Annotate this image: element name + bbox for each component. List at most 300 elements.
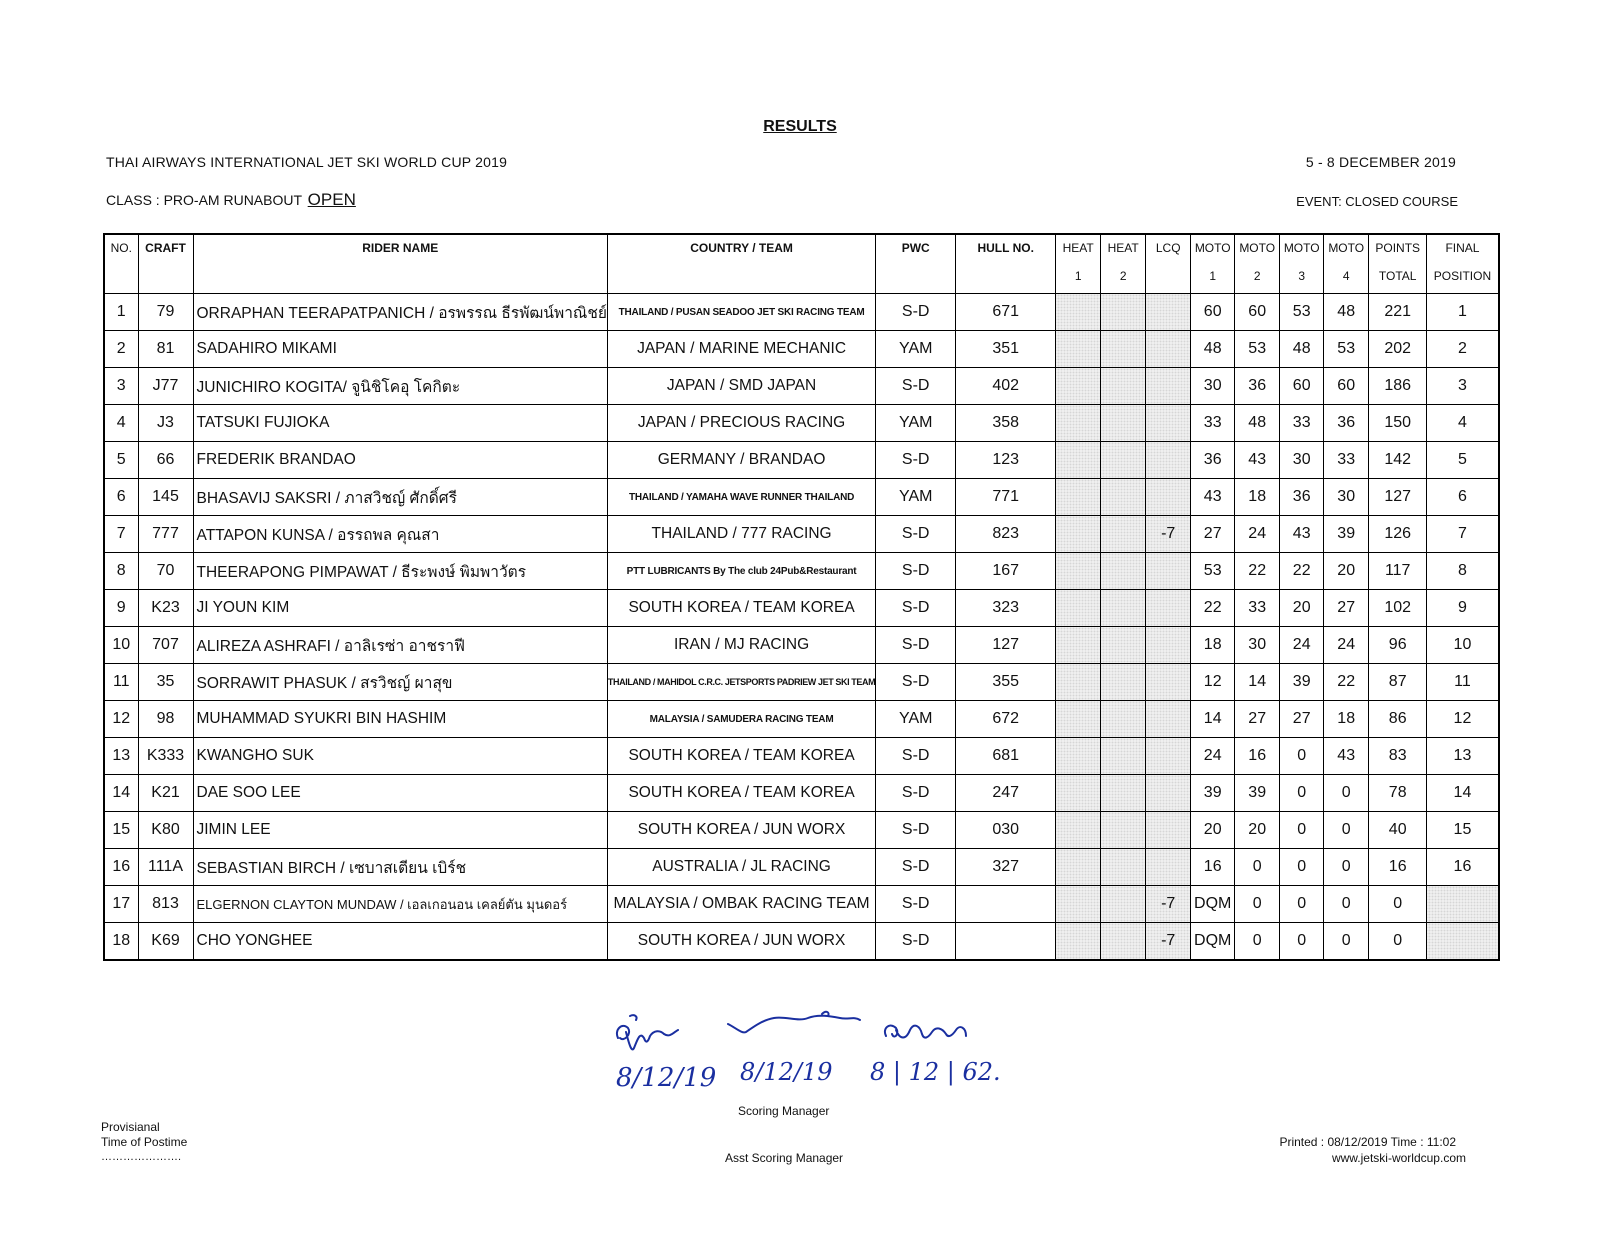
cell-craft: 813 — [138, 886, 193, 923]
cell-moto-1: 16 — [1191, 849, 1235, 886]
cell-craft: 70 — [138, 553, 193, 590]
cell-final-position — [1427, 886, 1499, 923]
cell-country-team: AUSTRALIA / JL RACING — [607, 849, 875, 886]
cell-heat-2 — [1101, 331, 1146, 368]
cell-moto-2: 30 — [1235, 627, 1280, 664]
cell-points-total: 86 — [1369, 701, 1427, 738]
cell-lcq — [1146, 479, 1191, 516]
cell-no: 3 — [104, 368, 138, 405]
cell-hull-no: 247 — [956, 775, 1056, 812]
cell-heat-2 — [1101, 886, 1146, 923]
cell-moto-3: 36 — [1280, 479, 1324, 516]
col-rider-header: RIDER NAME — [193, 234, 607, 294]
cell-moto-3: 22 — [1280, 553, 1324, 590]
cell-moto-4: 0 — [1324, 775, 1369, 812]
cell-pwc: S-D — [876, 812, 956, 849]
table-row — [104, 664, 1499, 701]
cell-no: 9 — [104, 590, 138, 627]
cell-moto-4: 24 — [1324, 627, 1369, 664]
cell-final-position: 11 — [1427, 664, 1499, 701]
cell-points-total: 16 — [1369, 849, 1427, 886]
table-row — [104, 812, 1499, 849]
cell-moto-2: 39 — [1235, 775, 1280, 812]
cell-country-team: SOUTH KOREA / JUN WORX — [607, 923, 875, 961]
cell-moto-2: 60 — [1235, 294, 1280, 331]
cell-points-total: 117 — [1369, 553, 1427, 590]
cell-final-position: 12 — [1427, 701, 1499, 738]
cell-lcq — [1146, 368, 1191, 405]
table-row — [104, 331, 1499, 368]
cell-no: 4 — [104, 405, 138, 442]
cell-heat-1 — [1056, 812, 1101, 849]
cell-moto-4: 43 — [1324, 738, 1369, 775]
cell-pwc: S-D — [876, 294, 956, 331]
cell-heat-1 — [1056, 701, 1101, 738]
cell-heat-2 — [1101, 627, 1146, 664]
cell-moto-1: 27 — [1191, 516, 1235, 553]
cell-hull-no: 358 — [956, 405, 1056, 442]
cell-moto-1: 12 — [1191, 664, 1235, 701]
cell-final-position: 7 — [1427, 516, 1499, 553]
cell-craft: 145 — [138, 479, 193, 516]
cell-final-position: 5 — [1427, 442, 1499, 479]
cell-craft: 79 — [138, 294, 193, 331]
cell-no: 18 — [104, 923, 138, 961]
cell-pwc: S-D — [876, 664, 956, 701]
cell-rider-name: KWANGHO SUK — [193, 738, 607, 775]
time-of-postime-label: Time of Postime — [101, 1135, 188, 1149]
cell-heat-1 — [1056, 442, 1101, 479]
cell-heat-1 — [1056, 331, 1101, 368]
cell-lcq — [1146, 553, 1191, 590]
cell-country-team: SOUTH KOREA / JUN WORX — [607, 812, 875, 849]
cell-hull-no: 123 — [956, 442, 1056, 479]
cell-country-team: SOUTH KOREA / TEAM KOREA — [607, 775, 875, 812]
cell-heat-2 — [1101, 479, 1146, 516]
cell-moto-2: 16 — [1235, 738, 1280, 775]
table-row — [104, 405, 1499, 442]
cell-final-position: 16 — [1427, 849, 1499, 886]
cell-country-team: SOUTH KOREA / TEAM KOREA — [607, 590, 875, 627]
cell-craft: K21 — [138, 775, 193, 812]
cell-heat-1 — [1056, 405, 1101, 442]
cell-heat-2 — [1101, 368, 1146, 405]
event-name: THAI AIRWAYS INTERNATIONAL JET SKI WORLD CUP 2019 — [106, 154, 508, 170]
cell-final-position — [1427, 923, 1499, 961]
cell-rider-name: CHO YONGHEE — [193, 923, 607, 961]
cell-lcq — [1146, 442, 1191, 479]
cell-rider-name: JIMIN LEE — [193, 812, 607, 849]
cell-final-position: 2 — [1427, 331, 1499, 368]
cell-lcq — [1146, 590, 1191, 627]
cell-moto-3: 27 — [1280, 701, 1324, 738]
cell-moto-1: DQM — [1191, 923, 1235, 961]
table-row — [104, 590, 1499, 627]
cell-moto-4: 33 — [1324, 442, 1369, 479]
cell-heat-1 — [1056, 738, 1101, 775]
cell-moto-2: 27 — [1235, 701, 1280, 738]
cell-rider-name: ALIREZA ASHRAFI / อาลิเรซ่า อาชราฟี — [193, 627, 607, 664]
cell-hull-no: 167 — [956, 553, 1056, 590]
cell-final-position: 1 — [1427, 294, 1499, 331]
cell-no: 13 — [104, 738, 138, 775]
cell-country-team: THAILAND / 777 RACING — [607, 516, 875, 553]
cell-craft: 707 — [138, 627, 193, 664]
cell-heat-2 — [1101, 442, 1146, 479]
cell-pwc: S-D — [876, 553, 956, 590]
cell-heat-1 — [1056, 923, 1101, 961]
cell-heat-1 — [1056, 849, 1101, 886]
cell-points-total: 40 — [1369, 812, 1427, 849]
cell-points-total: 96 — [1369, 627, 1427, 664]
cell-moto-3: 48 — [1280, 331, 1324, 368]
cell-moto-2: 18 — [1235, 479, 1280, 516]
col-pwc-header: PWC — [876, 234, 956, 294]
table-row — [104, 775, 1499, 812]
cell-heat-1 — [1056, 886, 1101, 923]
cell-lcq — [1146, 331, 1191, 368]
cell-lcq — [1146, 627, 1191, 664]
cell-rider-name: MUHAMMAD SYUKRI BIN HASHIM — [193, 701, 607, 738]
cell-points-total: 127 — [1369, 479, 1427, 516]
cell-no: 6 — [104, 479, 138, 516]
cell-moto-1: 14 — [1191, 701, 1235, 738]
col-moto3-header: MOTO 3 — [1280, 234, 1324, 294]
cell-heat-2 — [1101, 553, 1146, 590]
provisional-label: Provisianal — [101, 1120, 160, 1134]
cell-no: 11 — [104, 664, 138, 701]
col-team-header: COUNTRY / TEAM — [607, 234, 875, 294]
cell-points-total: 78 — [1369, 775, 1427, 812]
cell-country-team: MALAYSIA / SAMUDERA RACING TEAM — [607, 701, 875, 738]
table-row — [104, 294, 1499, 331]
cell-moto-3: 0 — [1280, 738, 1324, 775]
cell-points-total: 186 — [1369, 368, 1427, 405]
cell-moto-1: 48 — [1191, 331, 1235, 368]
cell-hull-no: 672 — [956, 701, 1056, 738]
asst-scoring-manager-label: Asst Scoring Manager — [725, 1151, 844, 1165]
cell-lcq — [1146, 812, 1191, 849]
cell-lcq — [1146, 701, 1191, 738]
cell-lcq — [1146, 738, 1191, 775]
cell-hull-no — [956, 923, 1056, 961]
cell-country-team: PTT LUBRICANTS By The club 24Pub&Restaurant — [607, 553, 875, 590]
cell-rider-name: JUNICHIRO KOGITA/ จูนิชิโคอุ โคกิตะ — [193, 368, 607, 405]
cell-craft: K23 — [138, 590, 193, 627]
cell-craft: J77 — [138, 368, 193, 405]
cell-hull-no: 771 — [956, 479, 1056, 516]
cell-points-total: 221 — [1369, 294, 1427, 331]
signature-1-date: 8/12/19 — [616, 1063, 717, 1093]
cell-hull-no: 351 — [956, 331, 1056, 368]
cell-moto-4: 30 — [1324, 479, 1369, 516]
cell-moto-3: 30 — [1280, 442, 1324, 479]
cell-rider-name: FREDERIK BRANDAO — [193, 442, 607, 479]
cell-hull-no: 402 — [956, 368, 1056, 405]
results-table — [103, 233, 1500, 961]
signature-1 — [604, 1008, 717, 1093]
cell-no: 8 — [104, 553, 138, 590]
table-header-row — [104, 234, 1499, 294]
col-hull-header: HULL NO. — [956, 234, 1056, 294]
cell-moto-3: 0 — [1280, 775, 1324, 812]
cell-heat-2 — [1101, 738, 1146, 775]
col-final-header: FINAL POSITION — [1427, 234, 1499, 294]
cell-hull-no: 030 — [956, 812, 1056, 849]
cell-moto-3: 0 — [1280, 923, 1324, 961]
cell-rider-name: THEERAPONG PIMPAWAT / ธีระพงษ์ พิมพาวัตร — [193, 553, 607, 590]
cell-heat-1 — [1056, 479, 1101, 516]
cell-moto-2: 24 — [1235, 516, 1280, 553]
cell-rider-name: DAE SOO LEE — [193, 775, 607, 812]
cell-moto-2: 48 — [1235, 405, 1280, 442]
signature-3-date: 8 | 12 | 62. — [870, 1058, 1001, 1086]
cell-points-total: 0 — [1369, 886, 1427, 923]
signature-2-date: 8/12/19 — [740, 1058, 833, 1086]
cell-final-position: 13 — [1427, 738, 1499, 775]
cell-heat-2 — [1101, 775, 1146, 812]
col-points-header: POINTS TOTAL — [1369, 234, 1427, 294]
cell-craft: J3 — [138, 405, 193, 442]
cell-points-total: 126 — [1369, 516, 1427, 553]
cell-country-team: JAPAN / MARINE MECHANIC — [607, 331, 875, 368]
cell-moto-4: 0 — [1324, 812, 1369, 849]
cell-heat-1 — [1056, 294, 1101, 331]
cell-moto-2: 22 — [1235, 553, 1280, 590]
cell-country-team: SOUTH KOREA / TEAM KOREA — [607, 738, 875, 775]
cell-craft: 98 — [138, 701, 193, 738]
cell-heat-1 — [1056, 516, 1101, 553]
cell-heat-2 — [1101, 590, 1146, 627]
cell-pwc: S-D — [876, 627, 956, 664]
cell-moto-2: 36 — [1235, 368, 1280, 405]
cell-craft: 777 — [138, 516, 193, 553]
table-row — [104, 923, 1499, 961]
cell-moto-2: 14 — [1235, 664, 1280, 701]
cell-craft: 35 — [138, 664, 193, 701]
cell-moto-1: 20 — [1191, 812, 1235, 849]
cell-craft: 111A — [138, 849, 193, 886]
cell-points-total: 202 — [1369, 331, 1427, 368]
col-moto2-header: MOTO 2 — [1235, 234, 1280, 294]
cell-no: 12 — [104, 701, 138, 738]
cell-country-team: IRAN / MJ RACING — [607, 627, 875, 664]
cell-points-total: 150 — [1369, 405, 1427, 442]
col-heat1-header: HEAT 1 — [1056, 234, 1101, 294]
table-row — [104, 479, 1499, 516]
cell-moto-4: 0 — [1324, 849, 1369, 886]
cell-rider-name: SORRAWIT PHASUK / สรวิชญ์ ผาสุข — [193, 664, 607, 701]
class-line — [106, 190, 356, 210]
cell-final-position: 8 — [1427, 553, 1499, 590]
cell-lcq — [1146, 775, 1191, 812]
cell-moto-4: 53 — [1324, 331, 1369, 368]
table-row — [104, 553, 1499, 590]
cell-moto-3: 0 — [1280, 849, 1324, 886]
cell-points-total: 87 — [1369, 664, 1427, 701]
cell-country-team: THAILAND / MAHIDOL C.R.C. JETSPORTS PADRIEW JET SKI TEAM — [607, 664, 875, 701]
cell-points-total: 142 — [1369, 442, 1427, 479]
cell-moto-3: 33 — [1280, 405, 1324, 442]
cell-final-position: 4 — [1427, 405, 1499, 442]
cell-heat-2 — [1101, 701, 1146, 738]
cell-moto-3: 20 — [1280, 590, 1324, 627]
cell-pwc: S-D — [876, 590, 956, 627]
cell-rider-name: ELGERNON CLAYTON MUNDAW / เอลเกอนอน เคลย์ตัน มุนดอร์ — [193, 886, 607, 923]
cell-country-team: GERMANY / BRANDAO — [607, 442, 875, 479]
table-row — [104, 516, 1499, 553]
cell-moto-4: 60 — [1324, 368, 1369, 405]
cell-craft: 66 — [138, 442, 193, 479]
cell-hull-no: 681 — [956, 738, 1056, 775]
cell-final-position: 3 — [1427, 368, 1499, 405]
cell-no: 10 — [104, 627, 138, 664]
cell-hull-no: 823 — [956, 516, 1056, 553]
cell-lcq: -7 — [1146, 923, 1191, 961]
class-value: OPEN — [307, 190, 356, 209]
table-row — [104, 886, 1499, 923]
cell-moto-2: 0 — [1235, 849, 1280, 886]
cell-heat-1 — [1056, 664, 1101, 701]
cell-pwc: S-D — [876, 368, 956, 405]
cell-moto-4: 20 — [1324, 553, 1369, 590]
document-title: RESULTS — [763, 118, 837, 135]
cell-lcq — [1146, 849, 1191, 886]
table-row — [104, 849, 1499, 886]
cell-moto-1: 33 — [1191, 405, 1235, 442]
cell-rider-name: SEBASTIAN BIRCH / เซบาสเตียน เบิร์ช — [193, 849, 607, 886]
class-label: CLASS : PRO-AM RUNABOUT — [106, 192, 302, 208]
cell-rider-name: ATTAPON KUNSA / อรรถพล คุณสา — [193, 516, 607, 553]
cell-pwc: YAM — [876, 405, 956, 442]
cell-craft: K69 — [138, 923, 193, 961]
cell-moto-3: 53 — [1280, 294, 1324, 331]
cell-moto-4: 18 — [1324, 701, 1369, 738]
cell-moto-4: 48 — [1324, 294, 1369, 331]
cell-final-position: 9 — [1427, 590, 1499, 627]
col-moto1-header: MOTO 1 — [1191, 234, 1235, 294]
cell-pwc: YAM — [876, 479, 956, 516]
cell-moto-2: 0 — [1235, 923, 1280, 961]
cell-moto-2: 0 — [1235, 886, 1280, 923]
scoring-manager-label: Scoring Manager — [738, 1104, 830, 1118]
table-row — [104, 627, 1499, 664]
cell-heat-2 — [1101, 405, 1146, 442]
table-row — [104, 368, 1499, 405]
table-row — [104, 701, 1499, 738]
cell-no: 1 — [104, 294, 138, 331]
cell-lcq — [1146, 405, 1191, 442]
table-row — [104, 738, 1499, 775]
col-craft-header: CRAFT — [138, 234, 193, 294]
cell-points-total: 102 — [1369, 590, 1427, 627]
cell-moto-2: 33 — [1235, 590, 1280, 627]
cell-no: 16 — [104, 849, 138, 886]
cell-moto-1: 53 — [1191, 553, 1235, 590]
cell-moto-4: 39 — [1324, 516, 1369, 553]
cell-final-position: 10 — [1427, 627, 1499, 664]
signature-3 — [866, 1010, 1001, 1090]
cell-no: 2 — [104, 331, 138, 368]
cell-moto-3: 0 — [1280, 886, 1324, 923]
cell-moto-3: 0 — [1280, 812, 1324, 849]
cell-country-team: THAILAND / YAMAHA WAVE RUNNER THAILAND — [607, 479, 875, 516]
cell-lcq: -7 — [1146, 886, 1191, 923]
cell-moto-2: 53 — [1235, 331, 1280, 368]
cell-heat-1 — [1056, 775, 1101, 812]
col-moto4-header: MOTO 4 — [1324, 234, 1369, 294]
event-type: EVENT: CLOSED COURSE — [1296, 194, 1458, 209]
cell-heat-2 — [1101, 812, 1146, 849]
cell-points-total: 83 — [1369, 738, 1427, 775]
cell-moto-1: 18 — [1191, 627, 1235, 664]
cell-craft: K80 — [138, 812, 193, 849]
col-no-header: NO. — [104, 234, 138, 294]
cell-no: 17 — [104, 886, 138, 923]
cell-moto-1: 22 — [1191, 590, 1235, 627]
results-body — [104, 294, 1499, 961]
cell-craft: 81 — [138, 331, 193, 368]
cell-country-team: THAILAND / PUSAN SEADOO JET SKI RACING TEAM — [607, 294, 875, 331]
cell-moto-2: 20 — [1235, 812, 1280, 849]
cell-moto-3: 43 — [1280, 516, 1324, 553]
cell-moto-3: 24 — [1280, 627, 1324, 664]
cell-hull-no: 323 — [956, 590, 1056, 627]
cell-hull-no: 355 — [956, 664, 1056, 701]
cell-heat-1 — [1056, 590, 1101, 627]
cell-pwc: S-D — [876, 442, 956, 479]
cell-heat-1 — [1056, 553, 1101, 590]
event-dates: 5 - 8 DECEMBER 2019 — [1305, 154, 1456, 170]
cell-no: 5 — [104, 442, 138, 479]
cell-moto-3: 60 — [1280, 368, 1324, 405]
cell-pwc: S-D — [876, 849, 956, 886]
cell-moto-3: 39 — [1280, 664, 1324, 701]
cell-heat-1 — [1056, 368, 1101, 405]
signature-2 — [722, 1006, 872, 1091]
cell-country-team: MALAYSIA / OMBAK RACING TEAM — [607, 886, 875, 923]
cell-pwc: S-D — [876, 738, 956, 775]
cell-no: 15 — [104, 812, 138, 849]
cell-no: 7 — [104, 516, 138, 553]
cell-country-team: JAPAN / PRECIOUS RACING — [607, 405, 875, 442]
cell-moto-1: 36 — [1191, 442, 1235, 479]
cell-no: 14 — [104, 775, 138, 812]
cell-heat-2 — [1101, 294, 1146, 331]
cell-pwc: S-D — [876, 923, 956, 961]
cell-hull-no — [956, 886, 1056, 923]
cell-pwc: S-D — [876, 886, 956, 923]
cell-lcq: -7 — [1146, 516, 1191, 553]
cell-moto-4: 0 — [1324, 886, 1369, 923]
cell-heat-2 — [1101, 664, 1146, 701]
cell-moto-1: 24 — [1191, 738, 1235, 775]
cell-craft: K333 — [138, 738, 193, 775]
cell-lcq — [1146, 294, 1191, 331]
cell-rider-name: ORRAPHAN TEERAPATPANICH / อรพรรณ ธีรพัฒน์พาณิชย์ — [193, 294, 607, 331]
cell-moto-1: 43 — [1191, 479, 1235, 516]
col-heat2-header: HEAT 2 — [1101, 234, 1146, 294]
cell-heat-2 — [1101, 923, 1146, 961]
cell-moto-4: 27 — [1324, 590, 1369, 627]
cell-pwc: YAM — [876, 331, 956, 368]
cell-points-total: 0 — [1369, 923, 1427, 961]
cell-moto-1: DQM — [1191, 886, 1235, 923]
cell-lcq — [1146, 664, 1191, 701]
cell-rider-name: SADAHIRO MIKAMI — [193, 331, 607, 368]
cell-hull-no: 327 — [956, 849, 1056, 886]
cell-heat-1 — [1056, 627, 1101, 664]
